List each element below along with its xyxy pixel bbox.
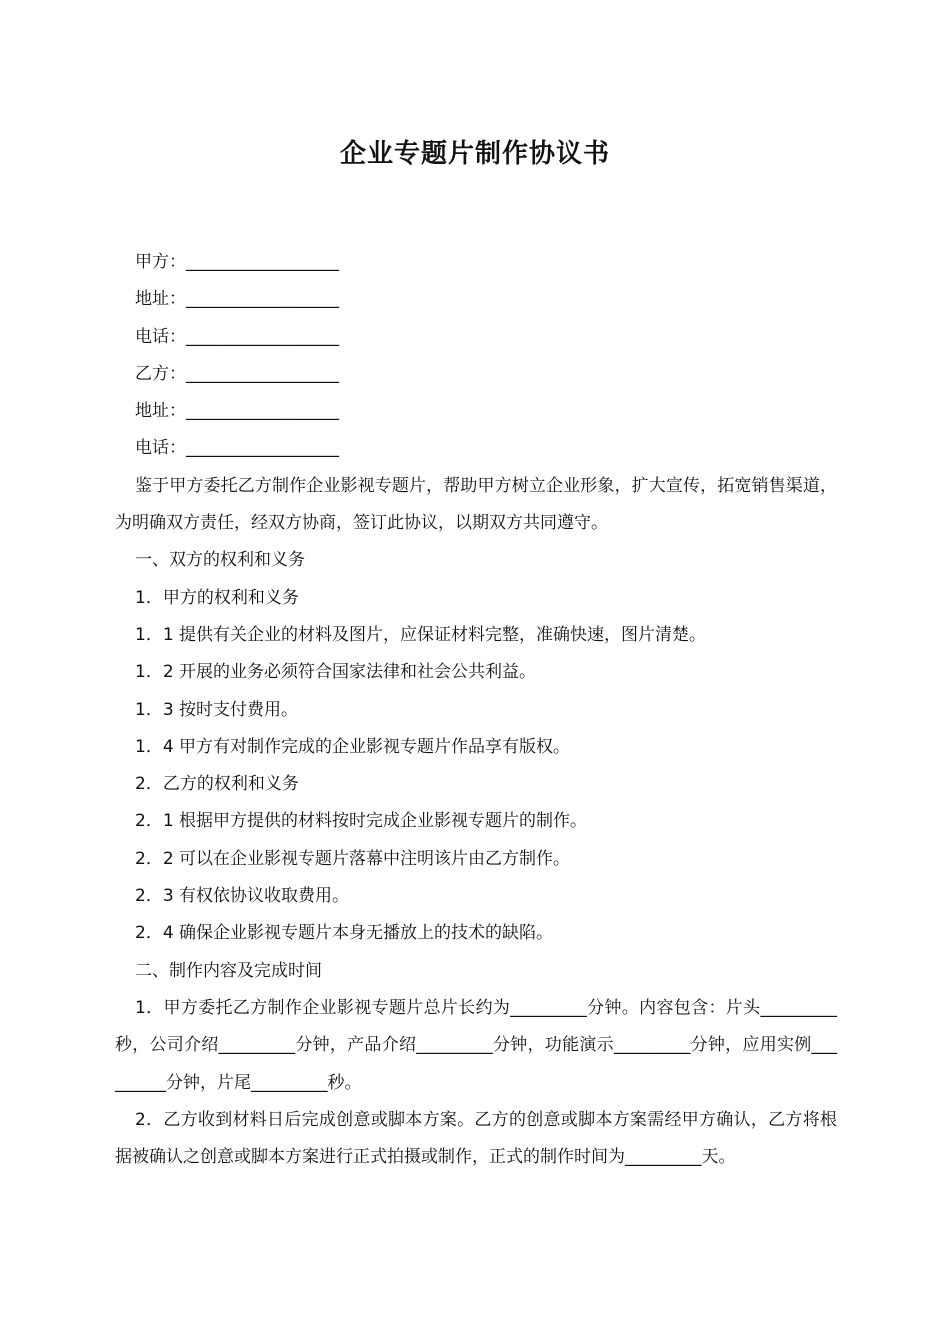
clause-1-2: 1．2 开展的业务必须符合国家法律和社会公共利益。: [135, 662, 537, 683]
document-title: 企业专题片制作协议书: [339, 139, 610, 169]
preamble-paragraph: 鉴于甲方委托乙方制作企业影视专题片，帮助甲方树立企业形象，扩大宣传，拓宽销售渠道，为明确双方责任，经双方协商，签订此协议，以期双方共同遵守。: [115, 475, 837, 534]
party-a-phone-field: 电话：__________________: [135, 326, 339, 347]
section2-heading: 二、制作内容及完成时间: [135, 960, 322, 981]
clause-2-2: 2．2 可以在企业影视专题片落幕中注明该片由乙方制作。: [135, 848, 571, 869]
party-a-address-field: 地址：__________________: [135, 289, 339, 310]
party-b-address-field: 地址：__________________: [135, 401, 339, 422]
party-b-name-field: 乙方：__________________: [135, 363, 339, 384]
clause-1-1: 1．1 提供有关企业的材料及图片，应保证材料完整，准确快速，图片清楚。: [135, 624, 707, 645]
clause-2-4: 2．4 确保企业影视专题片本身无播放上的技术的缺陷。: [135, 923, 554, 944]
party-a-rights-heading: 1．甲方的权利和义务: [135, 587, 299, 608]
clause-2-1: 2．1 根据甲方提供的材料按时完成企业影视专题片的制作。: [135, 811, 588, 832]
section2-clause-2: 2．乙方收到材料日后完成创意或脚本方案。乙方的创意或脚本方案需经甲方确认，乙方将根据被确认之创意或脚本方案进行正式拍摄或制作，正式的制作时间为_________天。: [115, 1109, 837, 1168]
section2-clause-1: 1．甲方委托乙方制作企业影视专题片总片长约为_________分钟。内容包含：片头_________秒，公司介绍_________分钟，产品介绍_________分钟，功能演示_________分钟，应用实例_________分钟，片尾_________秒。: [115, 997, 837, 1093]
party-b-phone-field: 电话：__________________: [135, 438, 339, 459]
party-a-name-field: 甲方：__________________: [135, 252, 339, 272]
document-body: [115, 244, 837, 1176]
section1-heading: 一、双方的权利和义务: [135, 550, 305, 571]
clause-1-3: 1．3 按时支付费用。: [135, 699, 299, 720]
party-b-rights-heading: 2．乙方的权利和义务: [135, 774, 299, 795]
clause-2-3: 2．3 有权依协议收取费用。: [135, 886, 350, 907]
clause-1-4: 1．4 甲方有对制作完成的企业影视专题片作品享有版权。: [135, 736, 571, 757]
